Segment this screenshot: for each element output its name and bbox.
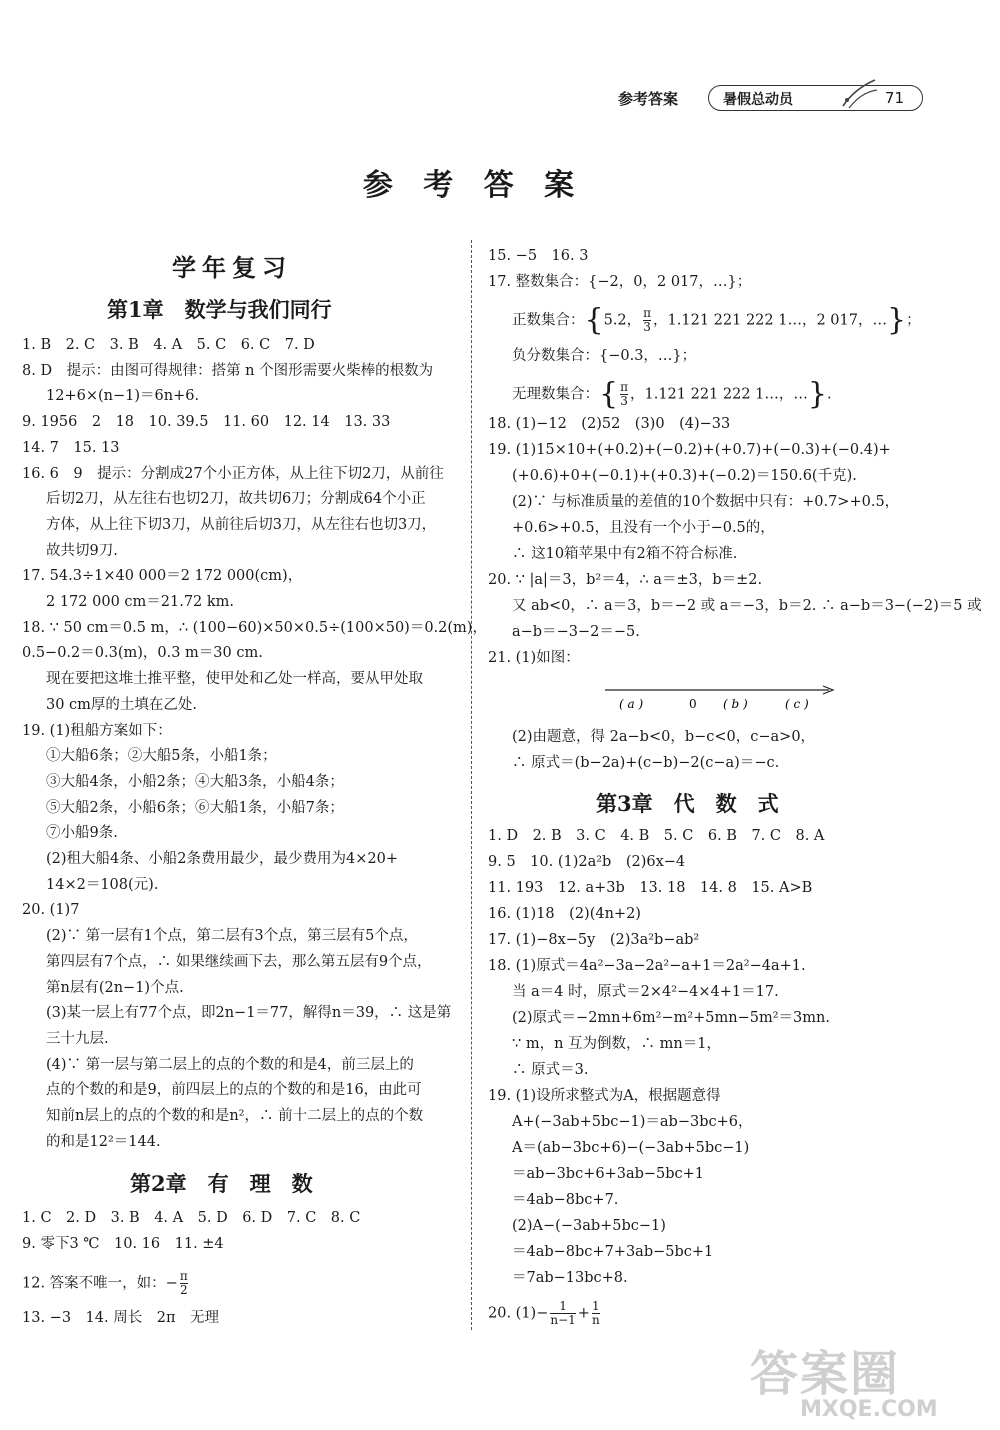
answer-line: 14×2＝108(元).	[46, 876, 159, 893]
answer-line: 当 a＝4 时，原式＝2×4²−4×4+1＝17.	[512, 984, 779, 1000]
answer-20: 20. (1)− $\frac{1}{n-1}$ + $\frac{1}{n}$	[488, 1299, 600, 1327]
answer-13: 13. −3 14. 周长 2π 无理	[22, 1310, 219, 1326]
answer-line: 1. D 2. B 3. C 4. B 5. C 6. B 7. C 8. A	[488, 828, 825, 844]
answer-line: (3)某一层上有77个点，即2n−1＝77，解得n＝39，∴ 这是第	[46, 1005, 452, 1022]
answer-line: 19. (1)设所求整式为A，根据题意得	[488, 1088, 721, 1104]
answer-line: 又 ab<0，∴ a＝3，b＝−2 或 a＝−3，b＝2. ∴ a−b＝3−(−2)＝5 或	[512, 598, 982, 614]
header-pill-text: 暑假总动员	[723, 92, 793, 108]
answer-line: 19. (1)15×10+(+0.2)+(−0.2)+(+0.7)+(−0.3)+(−0.4)+	[488, 442, 891, 458]
answer-line: 18. ∵ 50 cm＝0.5 m，∴ (100−60)×50×0.5÷(100×50)＝0.2(m)，	[22, 619, 487, 636]
answer-line: ＝4ab−8bc+7.	[512, 1192, 619, 1208]
chapter-3-heading: 第3章 代 数 式	[596, 791, 779, 816]
answer-line: +0.6>+0.5，且没有一个小于−0.5的，	[512, 520, 775, 536]
answer-line: 9. 1956 2 18 10. 39.5 11. 60 12. 14 13. 33	[22, 414, 391, 431]
fraction: $\frac{\pi}{3}$	[620, 380, 628, 408]
column-divider	[471, 240, 472, 1330]
answer-line: 9. 零下3 ℃ 10. 16 11. ±4	[22, 1236, 224, 1252]
fraction: $\frac{\pi}{3}$	[643, 306, 652, 334]
answer-line: 17. 54.3÷1×40 000＝2 172 000(cm)，	[22, 568, 303, 585]
answer-line: ＝4ab−8bc+7+3ab−5bc+1	[512, 1244, 714, 1260]
answer-line: A+(−3ab+5bc−1)＝ab−3bc+6，	[512, 1114, 753, 1130]
answer-line: 的和是12²＝144.	[46, 1133, 161, 1150]
answer-line: ＝ab−3bc+6+3ab−5bc+1	[512, 1166, 705, 1182]
answer-line: 21. (1)如图：	[488, 650, 580, 666]
section-heading: 学年复习	[172, 253, 292, 282]
answer-line: 9. 5 10. (1)2a²b (2)6x−4	[488, 854, 686, 870]
answer-line: 三十九层.	[46, 1030, 109, 1047]
number-line-label-a: ( a )	[619, 697, 644, 711]
page-number: 71	[884, 89, 904, 107]
answer-line: 后切2刀，从左往右也切2刀，故共切6刀；分割成64个小正	[46, 491, 426, 508]
answer-12-text: 12. 答案不唯一，如：−	[22, 1275, 178, 1292]
answer-line: 1. B 2. C 3. B 4. A 5. C 6. C 7. D	[22, 337, 315, 353]
answer-line: 知前n层上的点的个数的和是n²，∴ 前十二层上的点的个数	[46, 1108, 424, 1124]
answer-line: (2)∵ 第一层有1个点，第二层有3个点，第三层有5个点，	[46, 928, 418, 945]
answer-line: 点的个数的和是9，前四层上的点的个数的和是16，由此可	[46, 1082, 422, 1099]
number-line-label-zero: 0	[689, 697, 697, 711]
answer-line: A＝(ab−3bc+6)−(−3ab+5bc−1)	[512, 1140, 750, 1156]
answer-line: 故共切9刀.	[46, 542, 118, 559]
answer-line: 方体，从上往下切3刀，从前往后切3刀，从左往右也切3刀，	[46, 516, 437, 533]
answer-line: 14. 7 15. 13	[22, 439, 120, 456]
answer-line: ∵ m，n 互为倒数，∴ mn＝1，	[512, 1036, 721, 1052]
answer-line: 8. D 提示：由图可得规律：搭第 n 个图形需要火柴棒的根数为	[22, 362, 434, 379]
chapter-1-heading: 第1章 数学与我们同行	[107, 297, 332, 322]
answer-17-integers: 17. 整数集合：{−2，0，2 017，…}；	[488, 274, 752, 290]
answer-17-positives: 正数集合：{5.2， $\frac{\pi}{3}$ ，1.121 221 222 1…，2 017，…}；	[512, 302, 921, 338]
answer-line: 12+6×(n−1)＝6n+6.	[46, 388, 200, 405]
number-line-label-c: ( c )	[785, 697, 809, 711]
watermark-text: 答案圈	[750, 1346, 901, 1402]
answer-line: 17. (1)−8x−5y (2)3a²b−ab²	[488, 932, 700, 948]
answer-line: ①大船6条；②大船5条，小船1条；	[46, 748, 277, 765]
answer-line: ∴ 原式＝3.	[512, 1062, 589, 1078]
answer-17-irrationals: 无理数集合：{ $\frac{\pi}{3}$ ，1.121 221 222 1…，…}.	[512, 376, 832, 412]
answer-line: 0.5−0.2＝0.3(m)，0.3 m＝30 cm.	[22, 645, 263, 662]
answer-line: 1. C 2. D 3. B 4. A 5. D 6. D 7. C 8. C	[22, 1210, 361, 1226]
answer-line: (2)由题意，得 2a−b<0，b−c<0，c−a>0，	[512, 729, 816, 745]
number-line-label-b: ( b )	[723, 697, 748, 711]
swirl-decoration-icon	[839, 76, 879, 112]
fraction: $\frac{\pi}{2}$	[179, 1269, 188, 1297]
answer-line: 现在要把这堆土推平整，使甲处和乙处一样高，要从甲处取	[46, 671, 423, 688]
answer-line: (2)A−(−3ab+5bc−1)	[512, 1218, 666, 1234]
answer-line: 16. 6 9 提示：分割成27个小正方体，从上往下切2刀，从前往	[22, 465, 444, 482]
header-label: 参考答案	[618, 90, 679, 108]
number-line-diagram	[605, 684, 835, 714]
answer-line: 第n层有(2n−1)个点.	[46, 979, 184, 996]
answer-line: ＝7ab−13bc+8.	[512, 1270, 628, 1286]
answer-line: (+0.6)+0+(−0.1)+(+0.3)+(−0.2)＝150.6(千克).	[512, 468, 857, 484]
answer-17-negative-fractions: 负分数集合：{−0.3，…}；	[512, 348, 697, 364]
answer-line: ⑤大船2条，小船6条；⑥大船1条，小船7条；	[46, 799, 344, 816]
answer-line: (4)∵ 第一层与第二层上的点的个数的和是4，前三层上的	[46, 1056, 414, 1073]
watermark-url: MXQE.COM	[800, 1397, 938, 1422]
answer-line: 2 172 000 cm＝21.72 km.	[46, 594, 235, 610]
answer-line: ∴ 这10箱苹果中有2箱不符合标准.	[512, 546, 738, 562]
fraction: $\frac{1}{n-1}$	[550, 1299, 576, 1327]
answer-line: ③大船4条，小船2条；④大船3条，小船4条；	[46, 773, 344, 790]
answer-line: 16. (1)18 (2)(4n+2)	[488, 906, 641, 922]
answer-line: 18. (1)原式＝4a²−3a−2a²−a+1＝2a²−4a+1.	[488, 958, 806, 974]
header-pill	[708, 85, 923, 111]
answer-line: (2)租大船4条、小船2条费用最少，最少费用为4×20+	[46, 851, 398, 867]
answer-line: 11. 193 12. a+3b 13. 18 14. 8 15. A>B	[488, 880, 813, 896]
answer-12	[22, 1270, 190, 1297]
answer-line: (2)原式＝−2mn+6m²−m²+5mn−5m²＝3mn.	[512, 1010, 830, 1026]
watermark-logo	[750, 1335, 995, 1425]
answer-line: ⑦小船9条.	[46, 825, 118, 842]
answer-line: ∴ 原式＝(b−2a)+(c−b)−2(c−a)＝−c.	[512, 755, 780, 771]
answer-line: a−b＝−3−2＝−5.	[512, 624, 640, 640]
answer-line: 20. (1)7	[22, 902, 80, 919]
fraction: $\frac{1}{n}$	[591, 1299, 600, 1327]
chapter-2-heading: 第2章 有 理 数	[130, 1171, 313, 1196]
answer-line: 20. ∵ |a|＝3，b²＝4，∴ a＝±3，b＝±2.	[488, 572, 763, 588]
answer-line: (2)∵ 与标准质量的差值的10个数据中只有：+0.7>+0.5，	[512, 494, 900, 510]
answer-line: 第四层有7个点，∴ 如果继续画下去，那么第五层有9个点，	[46, 953, 432, 970]
answer-line: 30 cm厚的土填在乙处.	[46, 696, 198, 713]
page-title: 参 考 答 案	[362, 168, 585, 203]
answer-line: 19. (1)租船方案如下：	[22, 722, 172, 739]
answer-15: 15. −5 16. 3	[488, 248, 589, 264]
answer-line: 18. (1)−12 (2)52 (3)0 (4)−33	[488, 416, 731, 432]
